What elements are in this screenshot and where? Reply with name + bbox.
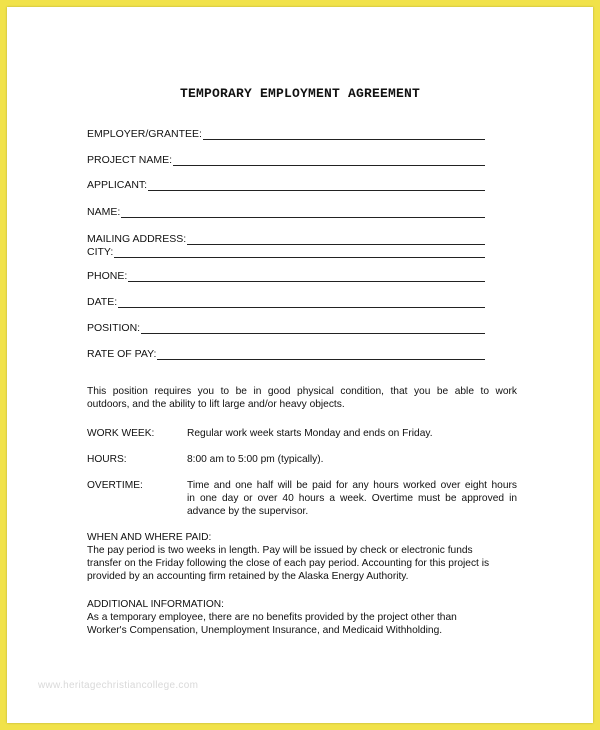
intro-line: outdoors, and the ability to lift large and/or heavy objects.: [87, 399, 345, 410]
phone-field[interactable]: [87, 268, 485, 282]
overtime-line: advance by the supervisor.: [187, 506, 309, 517]
date-field[interactable]: [87, 294, 485, 308]
term-text: 8:00 am to 5:00 pm (typically).: [187, 454, 324, 465]
additional-line: Worker's Compensation, Unemployment Insurance, and Medicaid Withholding.: [87, 625, 443, 636]
name-field[interactable]: [87, 204, 485, 218]
additional-info-section: [87, 598, 517, 637]
section-heading: ADDITIONAL INFORMATION:: [87, 599, 224, 610]
phone-input-line[interactable]: [128, 272, 485, 282]
intro-paragraph: [87, 385, 517, 411]
when-paid-line: provided by an accounting firm retained by the Alaska Energy Authority.: [87, 571, 409, 582]
intro-line: This position requires you to be in good physical condition, that you be able to work: [87, 386, 517, 397]
field-label: APPLICANT:: [87, 179, 148, 191]
watermark-text: www.heritagechristiancollege.com: [38, 680, 199, 691]
when-paid-line: transfer on the Friday following the close of each pay period. Accounting for this project is: [87, 558, 490, 569]
field-label: DATE:: [87, 296, 118, 308]
term-label: OVERTIME:: [87, 480, 143, 491]
field-label: PHONE:: [87, 270, 128, 282]
additional-line: As a temporary employee, there are no benefits provided by the project other than: [87, 612, 457, 623]
date-input-line[interactable]: [118, 298, 485, 308]
term-label: HOURS:: [87, 454, 127, 465]
field-label: PROJECT NAME:: [87, 154, 172, 166]
position-field[interactable]: [87, 320, 485, 334]
document-title: TEMPORARY EMPLOYMENT AGREEMENT: [179, 86, 421, 101]
field-label: NAME:: [87, 206, 121, 218]
city-field[interactable]: [87, 244, 485, 258]
overtime-line: Time and one half will be paid for any hours worked over eight hours: [187, 480, 517, 491]
term-label: WORK WEEK:: [87, 428, 155, 439]
employer-grantee-input-line[interactable]: [203, 130, 485, 140]
field-label: CITY:: [87, 246, 114, 258]
field-label: POSITION:: [87, 322, 141, 334]
field-label: MAILING ADDRESS:: [87, 233, 187, 245]
rate-of-pay-field[interactable]: [87, 346, 485, 360]
position-input-line[interactable]: [141, 324, 485, 334]
field-label: EMPLOYER/GRANTEE:: [87, 128, 202, 140]
term-text: [187, 479, 517, 518]
applicant-field[interactable]: [87, 177, 485, 191]
mailing-address-field[interactable]: [87, 231, 485, 245]
project-name-input-line[interactable]: [173, 156, 485, 166]
rate-of-pay-input-line[interactable]: [157, 350, 485, 360]
when-paid-line: The pay period is two weeks in length. Pay will be issued by check or electronic funds: [87, 545, 473, 556]
project-name-field[interactable]: [87, 152, 485, 166]
name-input-line[interactable]: [121, 208, 485, 218]
section-heading: WHEN AND WHERE PAID:: [87, 532, 212, 543]
applicant-input-line[interactable]: [148, 181, 485, 191]
city-input-line[interactable]: [114, 248, 485, 258]
field-label: RATE OF PAY:: [87, 348, 157, 360]
term-text: Regular work week starts Monday and ends on Friday.: [187, 428, 433, 439]
employer-grantee-field[interactable]: [87, 126, 485, 140]
overtime-line: in one day or over 40 hours a week. Overtime must be approved in: [187, 493, 517, 504]
when-paid-section: [87, 531, 517, 583]
